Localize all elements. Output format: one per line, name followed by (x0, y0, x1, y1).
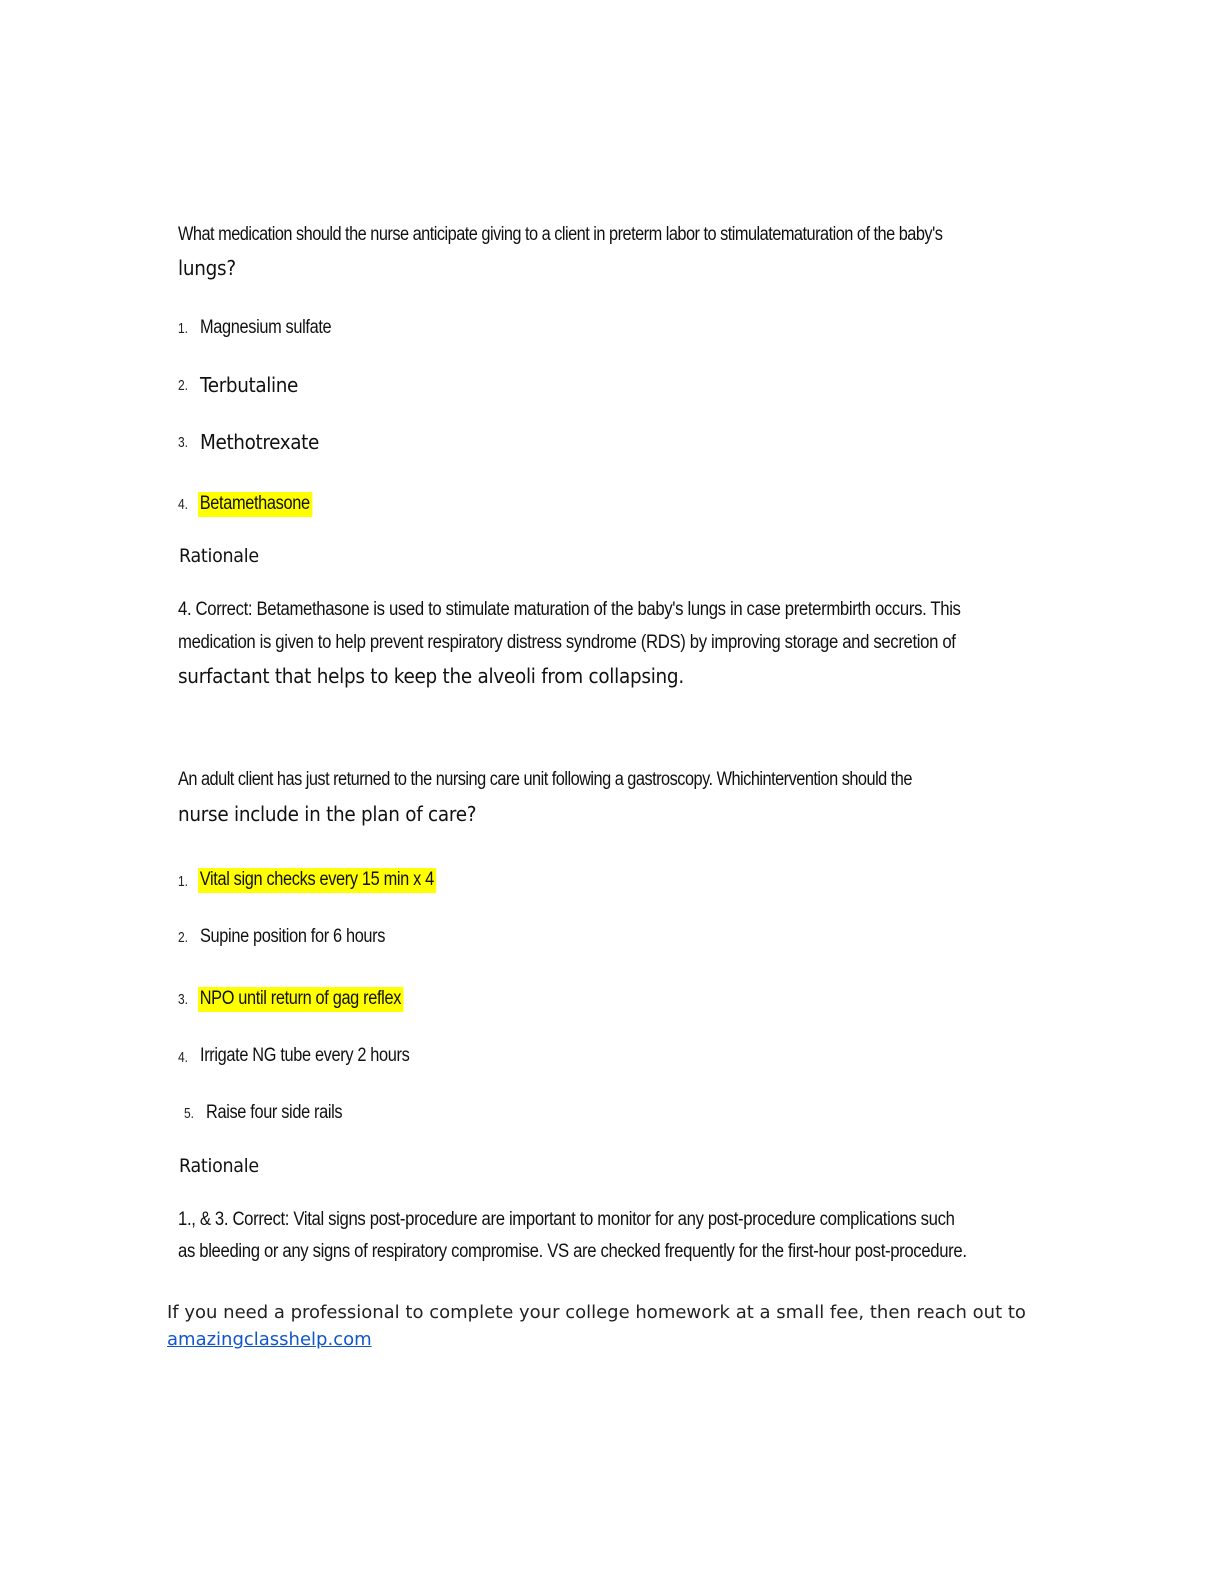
q2-question-line2: nurse include in the plan of care? (178, 802, 477, 826)
option-text: Raise four side rails (206, 1102, 343, 1123)
option-number: 3. (178, 991, 189, 1008)
q1-rationale-line3: surfactant that helps to keep the alveoli from collapsing. (178, 664, 684, 688)
option-number: 3. (178, 434, 189, 451)
option-number: 1. (178, 873, 189, 890)
promo-text: If you need a professional to complete your college homework at a small fee, then reach out to (167, 1302, 1026, 1323)
option-text-highlighted: Vital sign checks every 15 min x 4 (198, 868, 436, 893)
option-text: Methotrexate (200, 430, 319, 454)
option-text: Terbutaline (200, 373, 298, 397)
q2-question-line1: An adult client has just returned to the nursing care unit following a gastroscopy. Whichintervention should the (178, 769, 912, 790)
option-text: Irrigate NG tube every 2 hours (200, 1045, 410, 1066)
q1-question-line2: lungs? (178, 256, 236, 280)
q1-rationale-line1: 4. Correct: Betamethasone is used to stimulate maturation of the baby's lungs in case pretermbirth occurs. This (178, 599, 961, 620)
q1-rationale-heading: Rationale (179, 545, 259, 567)
q2-rationale-heading: Rationale (179, 1155, 259, 1177)
option-number: 4. (178, 1049, 189, 1066)
q2-rationale-line2: as bleeding or any signs of respiratory compromise. VS are checked frequently for the first-hour post-procedure. (178, 1241, 967, 1262)
q1-rationale-line2: medication is given to help prevent respiratory distress syndrome (RDS) by improving storage and secretion of (178, 632, 956, 653)
option-number: 5. (184, 1105, 195, 1122)
q1-question-line1: What medication should the nurse anticipate giving to a client in preterm labor to stimulatematuration of the baby's (178, 224, 943, 245)
q2-rationale-line1: 1., & 3. Correct: Vital signs post-procedure are important to monitor for any post-procedure complications such (178, 1209, 955, 1230)
promo-link-wrapper (167, 1329, 372, 1350)
option-text: Supine position for 6 hours (200, 926, 386, 947)
option-number: 1. (178, 320, 189, 337)
option-text-highlighted: NPO until return of gag reflex (198, 987, 404, 1012)
option-number: 4. (178, 496, 189, 513)
option-text-highlighted: Betamethasone (198, 492, 312, 517)
promo-link[interactable]: amazingclasshelp.com (167, 1329, 372, 1350)
option-number: 2. (178, 377, 189, 394)
option-text: Magnesium sulfate (200, 317, 332, 338)
option-number: 2. (178, 929, 189, 946)
